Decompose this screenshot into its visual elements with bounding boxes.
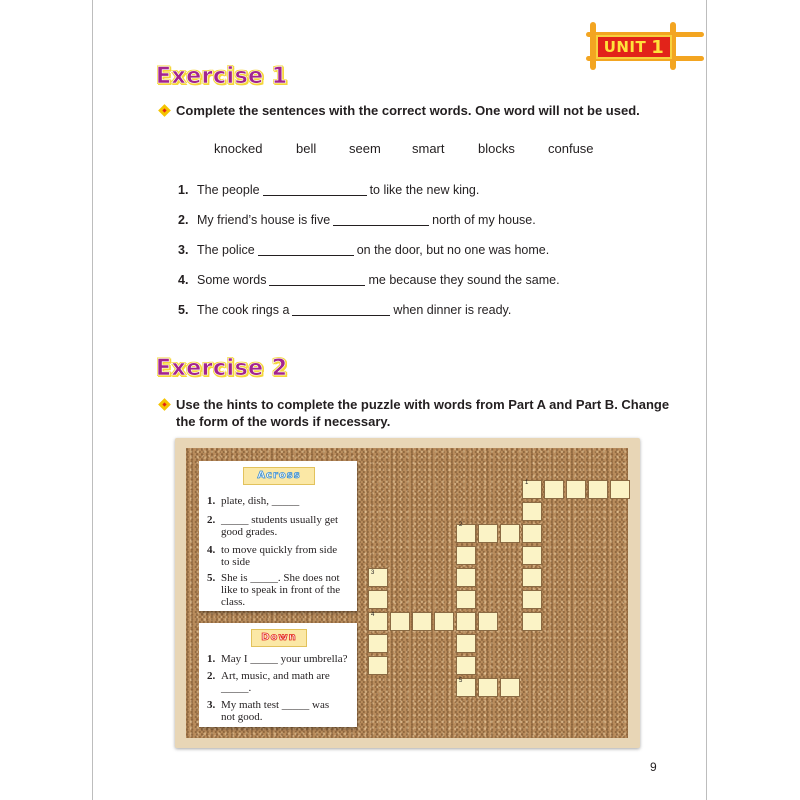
word-bank-item: smart (412, 141, 445, 156)
crossword-cell[interactable] (390, 612, 410, 631)
across-clue (207, 514, 357, 538)
crossword-cell[interactable] (522, 546, 542, 565)
crossword-cell[interactable] (368, 590, 388, 609)
clue-text-line: May I _____ your umbrella? (221, 653, 348, 665)
clue-text (221, 699, 357, 723)
clue-text (221, 514, 357, 538)
sentence-number: 5. (178, 303, 189, 317)
clue-text-line: to side (221, 556, 251, 568)
crossword-cell[interactable] (456, 612, 476, 631)
clue-number: 5. (207, 572, 216, 584)
sentence-item (178, 243, 560, 273)
sentence-text-after: north of my house. (432, 213, 536, 227)
across-heading: Across (243, 467, 315, 485)
clue-text-line: plate, dish, _____ (221, 495, 300, 507)
word-bank-item: seem (349, 141, 381, 156)
exercise-2-title: Exercise 2 (156, 356, 288, 381)
crossword-cell[interactable] (456, 590, 476, 609)
crossword-cell[interactable] (522, 502, 542, 521)
clue-number: 4. (207, 544, 216, 556)
clue-text-line: My math test _____ was (221, 699, 330, 711)
grid-clue-number: 3 (371, 570, 375, 576)
crossword-cell[interactable] (368, 634, 388, 653)
unit-number: 1 (651, 36, 665, 58)
sentence-item (178, 303, 560, 333)
crossword-cell[interactable] (456, 634, 476, 653)
crossword-cell[interactable] (500, 678, 520, 697)
answer-blank[interactable] (258, 243, 354, 256)
crossword-cell[interactable] (566, 480, 586, 499)
clue-text-line: _____. (221, 682, 252, 694)
crossword-cell[interactable] (522, 568, 542, 587)
clue-number: 1. (207, 495, 216, 507)
clue-text-line: Art, music, and math are (221, 670, 330, 682)
crossword-cell[interactable] (522, 612, 542, 631)
clue-text-line: good grades. (221, 526, 278, 538)
clue-text-line: She is _____. She does not (221, 572, 340, 584)
across-clue (207, 572, 357, 608)
crossword-cell[interactable] (522, 524, 542, 543)
unit-label-box (596, 35, 672, 59)
crossword-cell[interactable] (412, 612, 432, 631)
exercise-1-title: Exercise 1 (156, 64, 288, 89)
crossword-cell[interactable] (478, 612, 498, 631)
word-bank-item: knocked (214, 141, 263, 156)
clue-text (221, 670, 357, 694)
sentence-text-before: Some words (197, 273, 267, 287)
clue-text (221, 495, 357, 507)
crossword-cell[interactable] (456, 568, 476, 587)
clue-text-line: like to speak in front of the (221, 584, 341, 596)
clue-text-line: to move quickly from side (221, 544, 338, 556)
bullet-diamond-icon (158, 398, 171, 411)
across-clue-card (199, 461, 357, 611)
sentence-text-before: The cook rings a (197, 303, 290, 317)
clue-text-line: not good. (221, 711, 263, 723)
bullet-diamond-icon (158, 104, 171, 117)
grid-clue-number: 2 (459, 522, 463, 528)
sentence-number: 3. (178, 243, 189, 257)
exercise-2-instruction-line-2: the form of the words if necessary. (176, 414, 391, 429)
sentence-text-before: The police (197, 243, 255, 257)
sentence-item (178, 273, 560, 303)
clue-text (221, 544, 357, 568)
page-edge-right (706, 0, 707, 800)
down-clue (207, 699, 357, 723)
clue-text (221, 653, 357, 665)
across-clue (207, 495, 357, 507)
answer-blank[interactable] (269, 273, 365, 286)
page-edge-left (92, 0, 93, 800)
across-clue (207, 544, 357, 568)
down-clue-card (199, 623, 357, 727)
sentence-number: 2. (178, 213, 189, 227)
crossword-cell[interactable] (500, 524, 520, 543)
sentence-list (178, 183, 560, 333)
unit-label: UNIT (603, 38, 647, 56)
sentence-item (178, 213, 560, 243)
sentence-number: 4. (178, 273, 189, 287)
clue-text-line: class. (221, 596, 246, 608)
clue-number: 3. (207, 699, 216, 711)
crossword-cell[interactable] (456, 656, 476, 675)
clue-number: 2. (207, 514, 216, 526)
word-bank-item: confuse (548, 141, 594, 156)
sentence-number: 1. (178, 183, 189, 197)
sentence-text-before: My friend’s house is five (197, 213, 331, 227)
sentence-item (178, 183, 560, 213)
page-number: 9 (650, 760, 657, 774)
crossword-cell[interactable] (478, 524, 498, 543)
word-bank-item: bell (296, 141, 317, 156)
down-heading: Down (251, 629, 307, 647)
sentence-text-after: me because they sound the same. (368, 273, 560, 287)
sentence-text-after: when dinner is ready. (393, 303, 512, 317)
grid-clue-number: 1 (525, 480, 529, 486)
sentence-text-before: The people (197, 183, 260, 197)
crossword-cell[interactable] (588, 480, 608, 499)
clue-number: 2. (207, 670, 216, 682)
down-clue (207, 653, 357, 665)
crossword-cell[interactable] (544, 480, 564, 499)
word-bank (214, 141, 594, 156)
grid-clue-number: 5 (459, 678, 463, 684)
word-bank-item: blocks (478, 141, 515, 156)
answer-blank[interactable] (292, 303, 390, 316)
unit-tab (586, 22, 706, 70)
clue-text (221, 572, 357, 608)
crossword-cell[interactable] (368, 656, 388, 675)
exercise-2-instruction-line-1: Use the hints to complete the puzzle with words from Part A and Part B. Change (176, 397, 670, 412)
crossword-cell[interactable] (456, 546, 476, 565)
answer-blank[interactable] (333, 213, 429, 226)
crossword-cell[interactable] (610, 480, 630, 499)
answer-blank[interactable] (263, 183, 367, 196)
clue-number: 1. (207, 653, 216, 665)
clue-text-line: _____ students usually get (221, 514, 339, 526)
grid-clue-number: 4 (371, 612, 375, 618)
sentence-text-after: to like the new king. (369, 183, 480, 197)
crossword-cell[interactable] (434, 612, 454, 631)
down-clue (207, 670, 357, 694)
exercise-1-instruction: Complete the sentences with the correct words. One word will not be used. (176, 103, 640, 118)
sentence-text-after: on the door, but no one was home. (356, 243, 550, 257)
crossword-cell[interactable] (522, 590, 542, 609)
crossword-cell[interactable] (478, 678, 498, 697)
